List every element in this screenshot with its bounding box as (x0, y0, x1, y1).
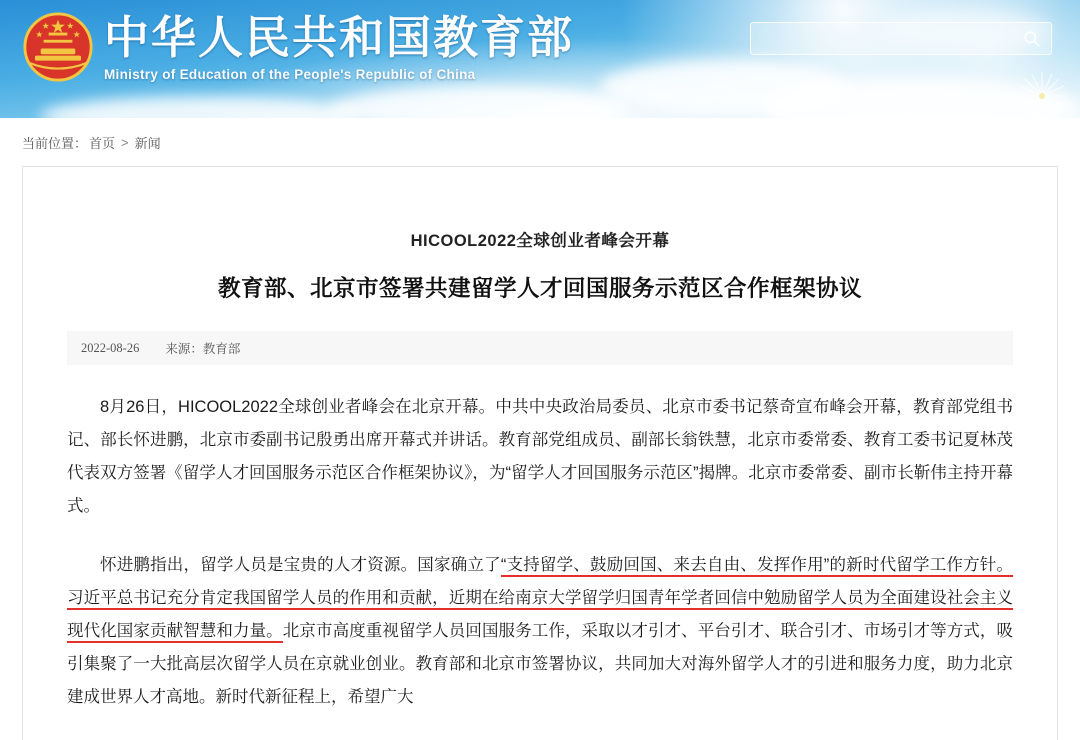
article-paragraph-2 (67, 549, 1013, 714)
cloud-decoration (330, 86, 630, 118)
breadcrumb-label: 当前位置： (22, 135, 88, 151)
article-card (22, 166, 1058, 740)
site-title-en: Ministry of Education of the People's Republic of China (104, 67, 476, 82)
search-input[interactable] (751, 23, 1013, 54)
breadcrumb-separator: > (121, 134, 129, 150)
site-title-cn: 中华人民共和国教育部 (104, 13, 575, 63)
page-title: 教育部、北京市签署共建留学人才回国服务示范区合作框架协议 (217, 276, 862, 301)
site-title-block (104, 12, 574, 82)
search-icon (1022, 29, 1041, 48)
breadcrumb (0, 118, 1080, 166)
article-kicker: HICOOL2022全球创业者峰会开幕 (410, 232, 670, 250)
breadcrumb-item-home[interactable]: 首页 (89, 135, 116, 151)
paragraph-2-highlight: “支持留学、鼓励回国、来去自由、发挥作用”的新时代留学工作方针。习近平总书记充分肯定我国留学人员的作用和贡献，近期在给南京大学留学归国青年学者回信中勉励留学人员为全面建设社会主义现代化国家贡献智慧和力量。 (67, 556, 1013, 643)
paragraph-2-lead: 怀进鹏指出，留学人员是宝贵的人才资源。国家确立了 (100, 556, 501, 574)
article-paragraph-1: 8月26日，HICOOL2022全球创业者峰会在北京开幕。中共中央政治局委员、北京市委书记蔡奇宣布峰会开幕，教育部党组书记、部长怀进鹏，北京市委副书记殷勇出席开幕式并讲话。教育部党组成员、副部长翁铁慧，北京市委常委、教育工委书记夏林茂代表双方签署《留学人才回国服务示范区合作框架协议》，为“留学人才回国服务示范区”揭牌。北京市委常委、副市长靳伟主持开幕式。 (67, 398, 1013, 515)
site-header (0, 0, 1080, 118)
search-button[interactable] (1011, 23, 1051, 54)
article-meta (67, 331, 1013, 365)
article-source (165, 339, 240, 357)
article-source-value: 教育部 (202, 342, 241, 356)
cloud-decoration (40, 96, 360, 118)
breadcrumb-item-news[interactable]: 新闻 (134, 135, 161, 151)
article-date: 2022-08-26 (81, 340, 140, 355)
article-body (67, 391, 1013, 714)
national-emblem-icon (22, 11, 94, 83)
article-source-label: 来源： (165, 342, 203, 356)
dandelion-icon (1012, 66, 1072, 118)
paragraph-2-rest: 北京市高度重视留学人员回国服务工作，采取以才引才、平台引才、联合引才、市场引才等方式，吸引集聚了一大批高层次留学人员在京就业创业。教育部和北京市签署协议，共同加大对海外留学人才的引进和服务力度，助力北京建成世界人才高地。新时代新征程上，希望广大 (67, 622, 1014, 706)
search-box[interactable] (750, 22, 1052, 55)
